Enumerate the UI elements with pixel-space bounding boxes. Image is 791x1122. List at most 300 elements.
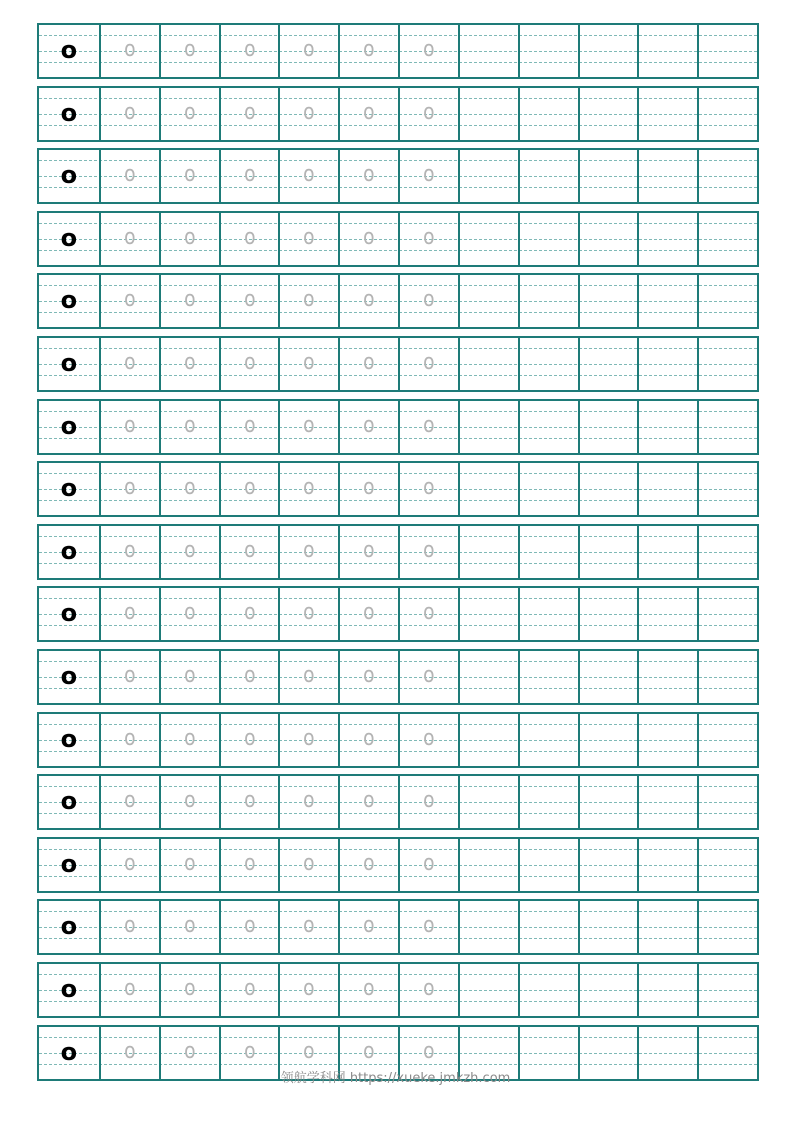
trace-letter-cell: [338, 714, 398, 766]
model-letter: o: [60, 223, 78, 252]
blank-writing-cell[interactable]: [697, 25, 757, 77]
blank-writing-cell[interactable]: [458, 401, 518, 453]
trace-letter: o: [303, 663, 315, 688]
blank-writing-cell[interactable]: [697, 964, 757, 1016]
trace-letter-cell: [278, 213, 338, 265]
blank-writing-cell[interactable]: [578, 651, 638, 703]
blank-writing-cell[interactable]: [578, 213, 638, 265]
trace-letter-cell: [278, 338, 338, 390]
blank-writing-cell[interactable]: [697, 213, 757, 265]
model-letter-cell: [39, 964, 99, 1016]
trace-letter: o: [423, 37, 435, 62]
blank-writing-cell[interactable]: [697, 150, 757, 202]
trace-letter: o: [183, 412, 196, 438]
trace-letter: o: [243, 350, 256, 375]
model-letter-cell: [39, 338, 99, 390]
blank-writing-cell[interactable]: [637, 526, 697, 578]
trace-letter: o: [243, 287, 256, 313]
trace-letter-cell: [99, 88, 159, 140]
blank-writing-cell[interactable]: [637, 213, 697, 265]
trace-letter: o: [423, 913, 435, 939]
trace-letter-cell: [219, 588, 279, 640]
model-letter-cell: [39, 588, 99, 640]
trace-letter-cell: [99, 25, 159, 77]
trace-letter-cell: [159, 213, 219, 265]
trace-letter-cell: [338, 150, 398, 202]
trace-letter-cell: [278, 776, 338, 828]
trace-letter-cell: [99, 338, 159, 390]
trace-letter-cell: [159, 651, 219, 703]
blank-writing-cell[interactable]: [697, 839, 757, 891]
trace-letter-cell: [219, 275, 279, 327]
trace-letter: o: [243, 99, 256, 125]
trace-letter-cell: [159, 463, 219, 515]
trace-letter: o: [303, 600, 315, 626]
trace-letter: o: [124, 850, 136, 876]
trace-letter: o: [363, 725, 375, 751]
trace-letter-cell: [99, 213, 159, 265]
trace-letter-cell: [278, 526, 338, 578]
trace-letter: o: [423, 412, 435, 438]
model-letter-cell: [39, 776, 99, 828]
model-letter: o: [60, 662, 78, 690]
blank-writing-cell[interactable]: [697, 526, 757, 578]
blank-writing-cell[interactable]: [578, 150, 638, 202]
model-letter-cell: [39, 150, 99, 202]
model-letter: o: [60, 536, 78, 565]
blank-writing-cell[interactable]: [518, 150, 578, 202]
trace-letter-cell: [219, 150, 279, 202]
blank-writing-cell[interactable]: [578, 526, 638, 578]
blank-writing-cell[interactable]: [697, 401, 757, 453]
trace-letter-cell: [278, 150, 338, 202]
blank-writing-cell[interactable]: [697, 776, 757, 828]
trace-letter-cell: [338, 401, 398, 453]
model-letter: o: [60, 724, 78, 753]
blank-writing-cell[interactable]: [458, 526, 518, 578]
blank-writing-cell[interactable]: [518, 275, 578, 327]
trace-letter-cell: [219, 526, 279, 578]
trace-letter-cell: [278, 463, 338, 515]
blank-writing-cell[interactable]: [697, 588, 757, 640]
blank-writing-cell[interactable]: [697, 275, 757, 327]
trace-letter: o: [124, 976, 136, 1001]
trace-letter-cell: [219, 213, 279, 265]
trace-letter-cell: [278, 588, 338, 640]
blank-writing-cell[interactable]: [458, 25, 518, 77]
trace-letter: o: [183, 287, 196, 313]
trace-letter-cell: [398, 463, 458, 515]
trace-letter: o: [183, 475, 196, 501]
blank-writing-cell[interactable]: [697, 901, 757, 953]
blank-writing-cell[interactable]: [578, 25, 638, 77]
trace-letter: o: [183, 788, 196, 814]
blank-writing-cell[interactable]: [637, 901, 697, 953]
blank-writing-cell[interactable]: [637, 401, 697, 453]
trace-letter: o: [243, 913, 256, 939]
model-letter-cell: [39, 88, 99, 140]
blank-writing-cell[interactable]: [518, 526, 578, 578]
trace-letter: o: [423, 287, 435, 313]
trace-letter: o: [183, 913, 196, 939]
blank-writing-cell[interactable]: [637, 463, 697, 515]
model-letter-cell: [39, 714, 99, 766]
trace-letter: o: [183, 850, 196, 876]
trace-letter: o: [423, 976, 435, 1001]
trace-letter: o: [363, 600, 375, 626]
blank-writing-cell[interactable]: [637, 839, 697, 891]
model-letter: o: [60, 474, 78, 503]
trace-letter: o: [243, 725, 256, 751]
model-letter: o: [60, 161, 78, 190]
blank-writing-cell[interactable]: [518, 88, 578, 140]
trace-letter-cell: [338, 88, 398, 140]
model-letter-cell: [39, 651, 99, 703]
trace-letter-cell: [159, 401, 219, 453]
writing-row: [37, 273, 759, 329]
blank-writing-cell[interactable]: [518, 901, 578, 953]
blank-writing-cell[interactable]: [637, 150, 697, 202]
writing-row: [37, 86, 759, 142]
trace-letter: o: [423, 475, 435, 501]
blank-writing-cell[interactable]: [578, 964, 638, 1016]
blank-writing-cell[interactable]: [578, 839, 638, 891]
trace-letter-cell: [338, 776, 398, 828]
model-letter: o: [60, 1037, 78, 1066]
blank-writing-cell[interactable]: [697, 88, 757, 140]
writing-row: [37, 837, 759, 893]
trace-letter: o: [124, 412, 136, 438]
trace-letter-cell: [219, 25, 279, 77]
trace-letter-cell: [278, 901, 338, 953]
trace-letter: o: [363, 850, 375, 876]
blank-writing-cell[interactable]: [637, 25, 697, 77]
trace-letter: o: [423, 725, 435, 751]
trace-letter-cell: [398, 526, 458, 578]
trace-letter: o: [303, 850, 315, 876]
blank-writing-cell[interactable]: [637, 275, 697, 327]
trace-letter: o: [124, 99, 136, 125]
trace-letter-cell: [159, 964, 219, 1016]
trace-letter: o: [363, 287, 375, 313]
trace-letter: o: [363, 976, 375, 1001]
trace-letter: o: [183, 663, 196, 688]
blank-writing-cell[interactable]: [697, 714, 757, 766]
trace-letter-cell: [398, 401, 458, 453]
trace-letter: o: [363, 412, 375, 438]
model-letter: o: [60, 912, 78, 941]
trace-letter-cell: [278, 714, 338, 766]
blank-writing-cell[interactable]: [578, 714, 638, 766]
blank-writing-cell[interactable]: [458, 714, 518, 766]
trace-letter: o: [183, 725, 196, 751]
blank-writing-cell[interactable]: [458, 588, 518, 640]
trace-letter-cell: [99, 901, 159, 953]
trace-letter-cell: [278, 401, 338, 453]
trace-letter-cell: [398, 651, 458, 703]
blank-writing-cell[interactable]: [458, 463, 518, 515]
blank-writing-cell[interactable]: [518, 463, 578, 515]
blank-writing-cell[interactable]: [458, 213, 518, 265]
blank-writing-cell[interactable]: [637, 338, 697, 390]
blank-writing-cell[interactable]: [697, 338, 757, 390]
trace-letter-cell: [99, 526, 159, 578]
writing-row: [37, 962, 759, 1018]
trace-letter-cell: [398, 150, 458, 202]
blank-writing-cell[interactable]: [518, 401, 578, 453]
blank-writing-cell[interactable]: [697, 463, 757, 515]
blank-writing-cell[interactable]: [518, 338, 578, 390]
writing-row: [37, 899, 759, 955]
trace-letter-cell: [219, 714, 279, 766]
watermark-text: 领航学科网 https://xueke.jmkzh.com: [280, 1071, 511, 1086]
writing-row: [37, 524, 759, 580]
blank-writing-cell[interactable]: [458, 275, 518, 327]
blank-writing-cell[interactable]: [697, 651, 757, 703]
trace-letter-cell: [99, 651, 159, 703]
trace-letter-cell: [99, 150, 159, 202]
blank-writing-cell[interactable]: [458, 88, 518, 140]
trace-letter: o: [124, 224, 136, 250]
blank-writing-cell[interactable]: [637, 776, 697, 828]
trace-letter-cell: [159, 526, 219, 578]
trace-letter: o: [183, 99, 196, 125]
writing-row: [37, 211, 759, 267]
trace-letter-cell: [99, 839, 159, 891]
trace-letter: o: [423, 1038, 435, 1064]
trace-letter: o: [303, 1038, 315, 1064]
blank-writing-cell[interactable]: [578, 401, 638, 453]
model-letter: o: [60, 599, 78, 628]
model-letter: o: [60, 849, 78, 878]
trace-letter-cell: [398, 901, 458, 953]
blank-writing-cell[interactable]: [518, 25, 578, 77]
trace-letter-cell: [338, 839, 398, 891]
trace-letter: o: [243, 162, 256, 188]
trace-letter: o: [124, 475, 136, 501]
blank-writing-cell[interactable]: [458, 338, 518, 390]
blank-writing-cell[interactable]: [458, 901, 518, 953]
trace-letter: o: [243, 224, 256, 250]
model-letter-cell: [39, 901, 99, 953]
trace-letter: o: [124, 287, 136, 313]
trace-letter: o: [303, 537, 315, 563]
trace-letter-cell: [278, 964, 338, 1016]
trace-letter-cell: [219, 338, 279, 390]
trace-letter-cell: [338, 338, 398, 390]
trace-letter-cell: [219, 463, 279, 515]
blank-writing-cell[interactable]: [458, 964, 518, 1016]
trace-letter: o: [363, 475, 375, 501]
trace-letter-cell: [159, 88, 219, 140]
trace-letter: o: [243, 537, 256, 563]
trace-letter: o: [183, 537, 196, 563]
trace-letter: o: [124, 350, 136, 375]
trace-letter-cell: [159, 839, 219, 891]
trace-letter-cell: [159, 338, 219, 390]
trace-letter-cell: [398, 25, 458, 77]
blank-writing-cell[interactable]: [518, 964, 578, 1016]
trace-letter-cell: [219, 776, 279, 828]
trace-letter: o: [303, 788, 315, 814]
model-letter-cell: [39, 275, 99, 327]
model-letter: o: [60, 36, 78, 64]
blank-writing-cell[interactable]: [458, 839, 518, 891]
trace-letter: o: [363, 1038, 375, 1064]
model-letter: o: [60, 349, 78, 377]
trace-letter-cell: [219, 964, 279, 1016]
trace-letter: o: [183, 600, 196, 626]
trace-letter: o: [363, 537, 375, 563]
trace-letter-cell: [219, 901, 279, 953]
trace-letter: o: [423, 350, 435, 375]
trace-letter: o: [423, 224, 435, 250]
trace-letter: o: [423, 537, 435, 563]
trace-letter: o: [243, 412, 256, 438]
blank-writing-cell[interactable]: [518, 213, 578, 265]
trace-letter: o: [243, 37, 256, 62]
trace-letter-cell: [219, 839, 279, 891]
trace-letter-cell: [338, 901, 398, 953]
trace-letter: o: [423, 600, 435, 626]
trace-letter: o: [303, 224, 315, 250]
writing-row: [37, 586, 759, 642]
trace-letter: o: [183, 162, 196, 188]
blank-writing-cell[interactable]: [518, 588, 578, 640]
writing-row: [37, 23, 759, 79]
trace-letter-cell: [398, 839, 458, 891]
trace-letter: o: [363, 350, 375, 375]
blank-writing-cell[interactable]: [578, 88, 638, 140]
trace-letter: o: [124, 37, 136, 62]
blank-writing-cell[interactable]: [518, 776, 578, 828]
trace-letter: o: [363, 663, 375, 688]
trace-letter-cell: [99, 714, 159, 766]
trace-letter: o: [303, 475, 315, 501]
trace-letter: o: [183, 350, 196, 375]
trace-letter: o: [124, 600, 136, 626]
trace-letter-cell: [338, 463, 398, 515]
trace-letter-cell: [398, 776, 458, 828]
trace-letter-cell: [219, 88, 279, 140]
blank-writing-cell[interactable]: [637, 88, 697, 140]
model-letter-cell: [39, 401, 99, 453]
trace-letter: o: [183, 37, 196, 62]
writing-row: [37, 336, 759, 392]
trace-letter: o: [303, 162, 315, 188]
trace-letter-cell: [338, 651, 398, 703]
blank-writing-cell[interactable]: [578, 463, 638, 515]
trace-letter-cell: [278, 839, 338, 891]
trace-letter: o: [243, 788, 256, 814]
trace-letter-cell: [398, 88, 458, 140]
blank-writing-cell[interactable]: [637, 964, 697, 1016]
trace-letter: o: [423, 788, 435, 814]
trace-letter-cell: [159, 776, 219, 828]
blank-writing-cell[interactable]: [578, 275, 638, 327]
model-letter: o: [60, 98, 78, 127]
trace-letter: o: [363, 37, 375, 62]
trace-letter-cell: [99, 964, 159, 1016]
trace-letter: o: [423, 850, 435, 876]
model-letter-cell: [39, 526, 99, 578]
trace-letter-cell: [338, 275, 398, 327]
trace-letter: o: [124, 1038, 136, 1064]
trace-letter-cell: [219, 651, 279, 703]
trace-letter-cell: [398, 338, 458, 390]
blank-writing-cell[interactable]: [637, 588, 697, 640]
model-letter: o: [60, 975, 78, 1003]
trace-letter-cell: [219, 401, 279, 453]
trace-letter-cell: [99, 588, 159, 640]
trace-letter-cell: [99, 275, 159, 327]
trace-letter-cell: [398, 714, 458, 766]
trace-letter: o: [124, 725, 136, 751]
trace-letter-cell: [99, 776, 159, 828]
model-letter: o: [60, 286, 78, 315]
writing-row: [37, 399, 759, 455]
trace-letter-cell: [398, 275, 458, 327]
model-letter: o: [60, 411, 78, 440]
trace-letter-cell: [159, 275, 219, 327]
writing-row: [37, 712, 759, 768]
writing-row: [37, 774, 759, 830]
trace-letter-cell: [338, 964, 398, 1016]
blank-writing-cell[interactable]: [637, 651, 697, 703]
writing-row: [37, 461, 759, 517]
trace-letter-cell: [338, 25, 398, 77]
trace-letter-cell: [159, 25, 219, 77]
trace-letter: o: [363, 913, 375, 939]
trace-letter: o: [124, 162, 136, 188]
trace-letter-cell: [278, 25, 338, 77]
trace-letter: o: [243, 663, 256, 688]
trace-letter-cell: [398, 588, 458, 640]
trace-letter-cell: [159, 588, 219, 640]
trace-letter-cell: [338, 213, 398, 265]
blank-writing-cell[interactable]: [518, 839, 578, 891]
trace-letter-cell: [398, 213, 458, 265]
trace-letter-cell: [278, 651, 338, 703]
writing-row: [37, 148, 759, 204]
trace-letter: o: [124, 537, 136, 563]
blank-writing-cell[interactable]: [458, 651, 518, 703]
trace-letter: o: [303, 976, 315, 1001]
trace-letter: o: [303, 913, 315, 939]
trace-letter-cell: [398, 964, 458, 1016]
blank-writing-cell[interactable]: [578, 901, 638, 953]
trace-letter: o: [303, 99, 315, 125]
trace-letter-cell: [278, 88, 338, 140]
blank-writing-cell[interactable]: [578, 776, 638, 828]
blank-writing-cell[interactable]: [578, 338, 638, 390]
blank-writing-cell[interactable]: [518, 714, 578, 766]
model-letter: o: [60, 787, 78, 816]
blank-writing-cell[interactable]: [518, 651, 578, 703]
trace-letter: o: [423, 162, 435, 188]
blank-writing-cell[interactable]: [458, 776, 518, 828]
model-letter-cell: [39, 839, 99, 891]
blank-writing-cell[interactable]: [578, 588, 638, 640]
model-letter-cell: [39, 213, 99, 265]
blank-writing-cell[interactable]: [637, 714, 697, 766]
trace-letter-cell: [278, 275, 338, 327]
model-letter-cell: [39, 25, 99, 77]
trace-letter: o: [363, 788, 375, 814]
trace-letter: o: [183, 224, 196, 250]
blank-writing-cell[interactable]: [458, 150, 518, 202]
trace-letter: o: [183, 976, 196, 1001]
